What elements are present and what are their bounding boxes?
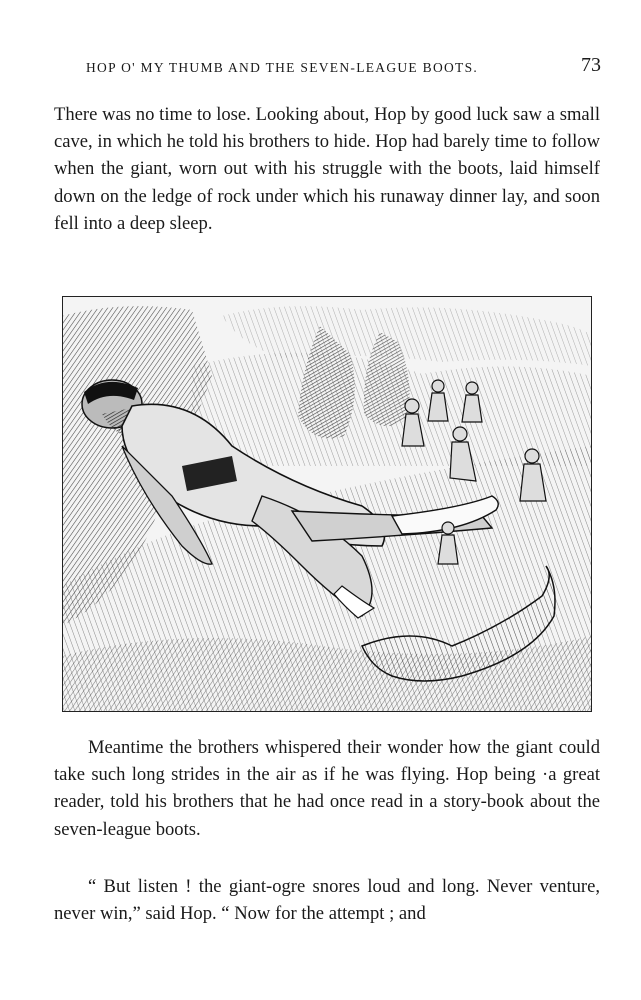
giant-sleeping-illustration (62, 296, 592, 712)
paragraph-3: “ But listen ! the giant-ogre snores loud and long. Never venture, never win,” said Hop. “ Now for the attempt ; and (54, 876, 600, 925)
page-number: 73 (581, 54, 601, 76)
page-header (78, 54, 603, 84)
paragraph-1: There was no time to lose. Looking about, Hop by good luck saw a small cave, in which he told his brothers to hide. Hop had barely time to follow when the giant, worn out with his struggle with the boots, laid himself down on the ledge of rock under which his runaway dinner lay, and soon fell into a deep sleep. (54, 104, 600, 234)
paragraph-2: Meantime the brothers whispered their wonder how the giant could take such long strides in the air as if he was flying. Hop being ·a great reader, told his brothers that he had once read in a story-book about the seven-league boots. (54, 737, 600, 840)
running-head: HOP O' MY THUMB AND THE SEVEN-LEAGUE BOOTS. (86, 60, 479, 75)
